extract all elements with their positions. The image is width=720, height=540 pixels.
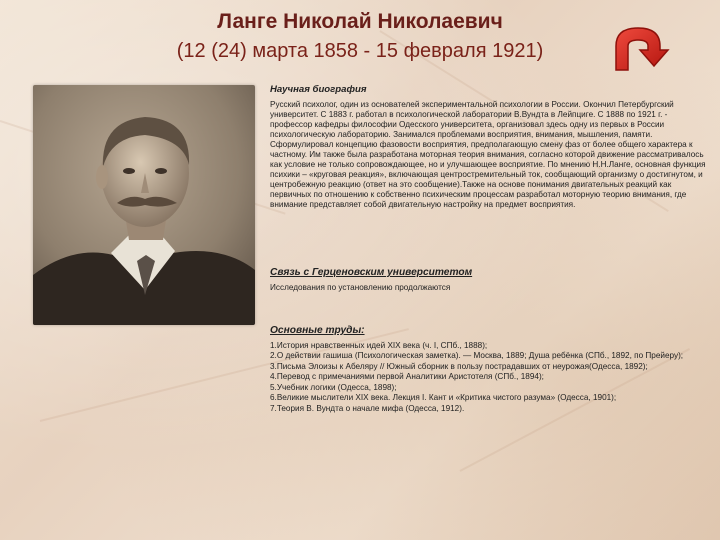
- biography-section: [270, 85, 708, 210]
- works-item: 3.Письма Элоизы к Абеляру // Южный сборник в пользу пострадавших от неурожая(Одесса, 1892);: [270, 361, 648, 371]
- works-item: 2.О действии гашиша (Психологическая заметка). — Москва, 1889; Душа ребёнка (СПб., 1892, по Прейеру);: [270, 351, 684, 360]
- page-title: Ланге Николай Николаевич: [217, 10, 503, 33]
- life-dates: (12 (24) марта 1858 - 15 февраля 1921): [176, 40, 544, 62]
- herzen-heading: Связь с Герценовским университетом: [270, 267, 473, 278]
- works-item: 7.Теория В. Вундта о начале мифа (Одесса, 1912).: [270, 403, 465, 413]
- works-section: [270, 326, 690, 414]
- works-heading: Основные труды:: [270, 325, 365, 336]
- herzen-section: [270, 268, 708, 293]
- works-item: 1.История нравственных идей XIX века (ч. I, СПб., 1888);: [270, 340, 488, 350]
- biography-heading: Научная биография: [270, 84, 367, 95]
- biography-text: Русский психолог, один из основателей экспериментальной психологии в России. Окончил Петербургский университет. С 1883 г. работал в психологической лаборатории В.Вундта в Лейпциге. С 1888 по 1921 г. - профессор кафедры философии Одесского университета, организовал здесь одну из первых в России психологическую лабораторию. Занимался проблемами восприятия, внимания, мышления, памяти. Сформулировал концепцию фазовости восприятия, предполагающую смену фаз от более общего характера к частному. Им также была разработана моторная теория внимания, согласно которой движение рассматривалось как условие не только сопровождающее, но и улучшающее восприятие. По мнению Н.Н.Ланге, основная функция психики – «круговая реакция», включающая центростремительный ток, сообщающий организму о достигнутом, и центробежную реакцию (ответ на это сообщение).Также на основе понимания двигательных реакций как первичных по отношению к собственно психическим процессам разработал моторную теорию внимания, где внимание представляет собой двигательную настройку на предмет восприятия.: [270, 100, 706, 209]
- works-item: 4.Перевод с примечаниями первой Аналитики Аристотеля (СПб., 1894);: [270, 372, 544, 381]
- u-turn-arrow-icon[interactable]: [598, 20, 672, 76]
- portrait-photo: [33, 85, 255, 325]
- works-item: 6.Великие мыслители XIX века. Лекция I. Кант и «Критика чистого разума» (Одесса, 1901);: [270, 393, 617, 402]
- works-item: 5.Учебник логики (Одесса, 1898);: [270, 382, 397, 392]
- herzen-text: Исследования по установлению продолжаются: [270, 283, 451, 292]
